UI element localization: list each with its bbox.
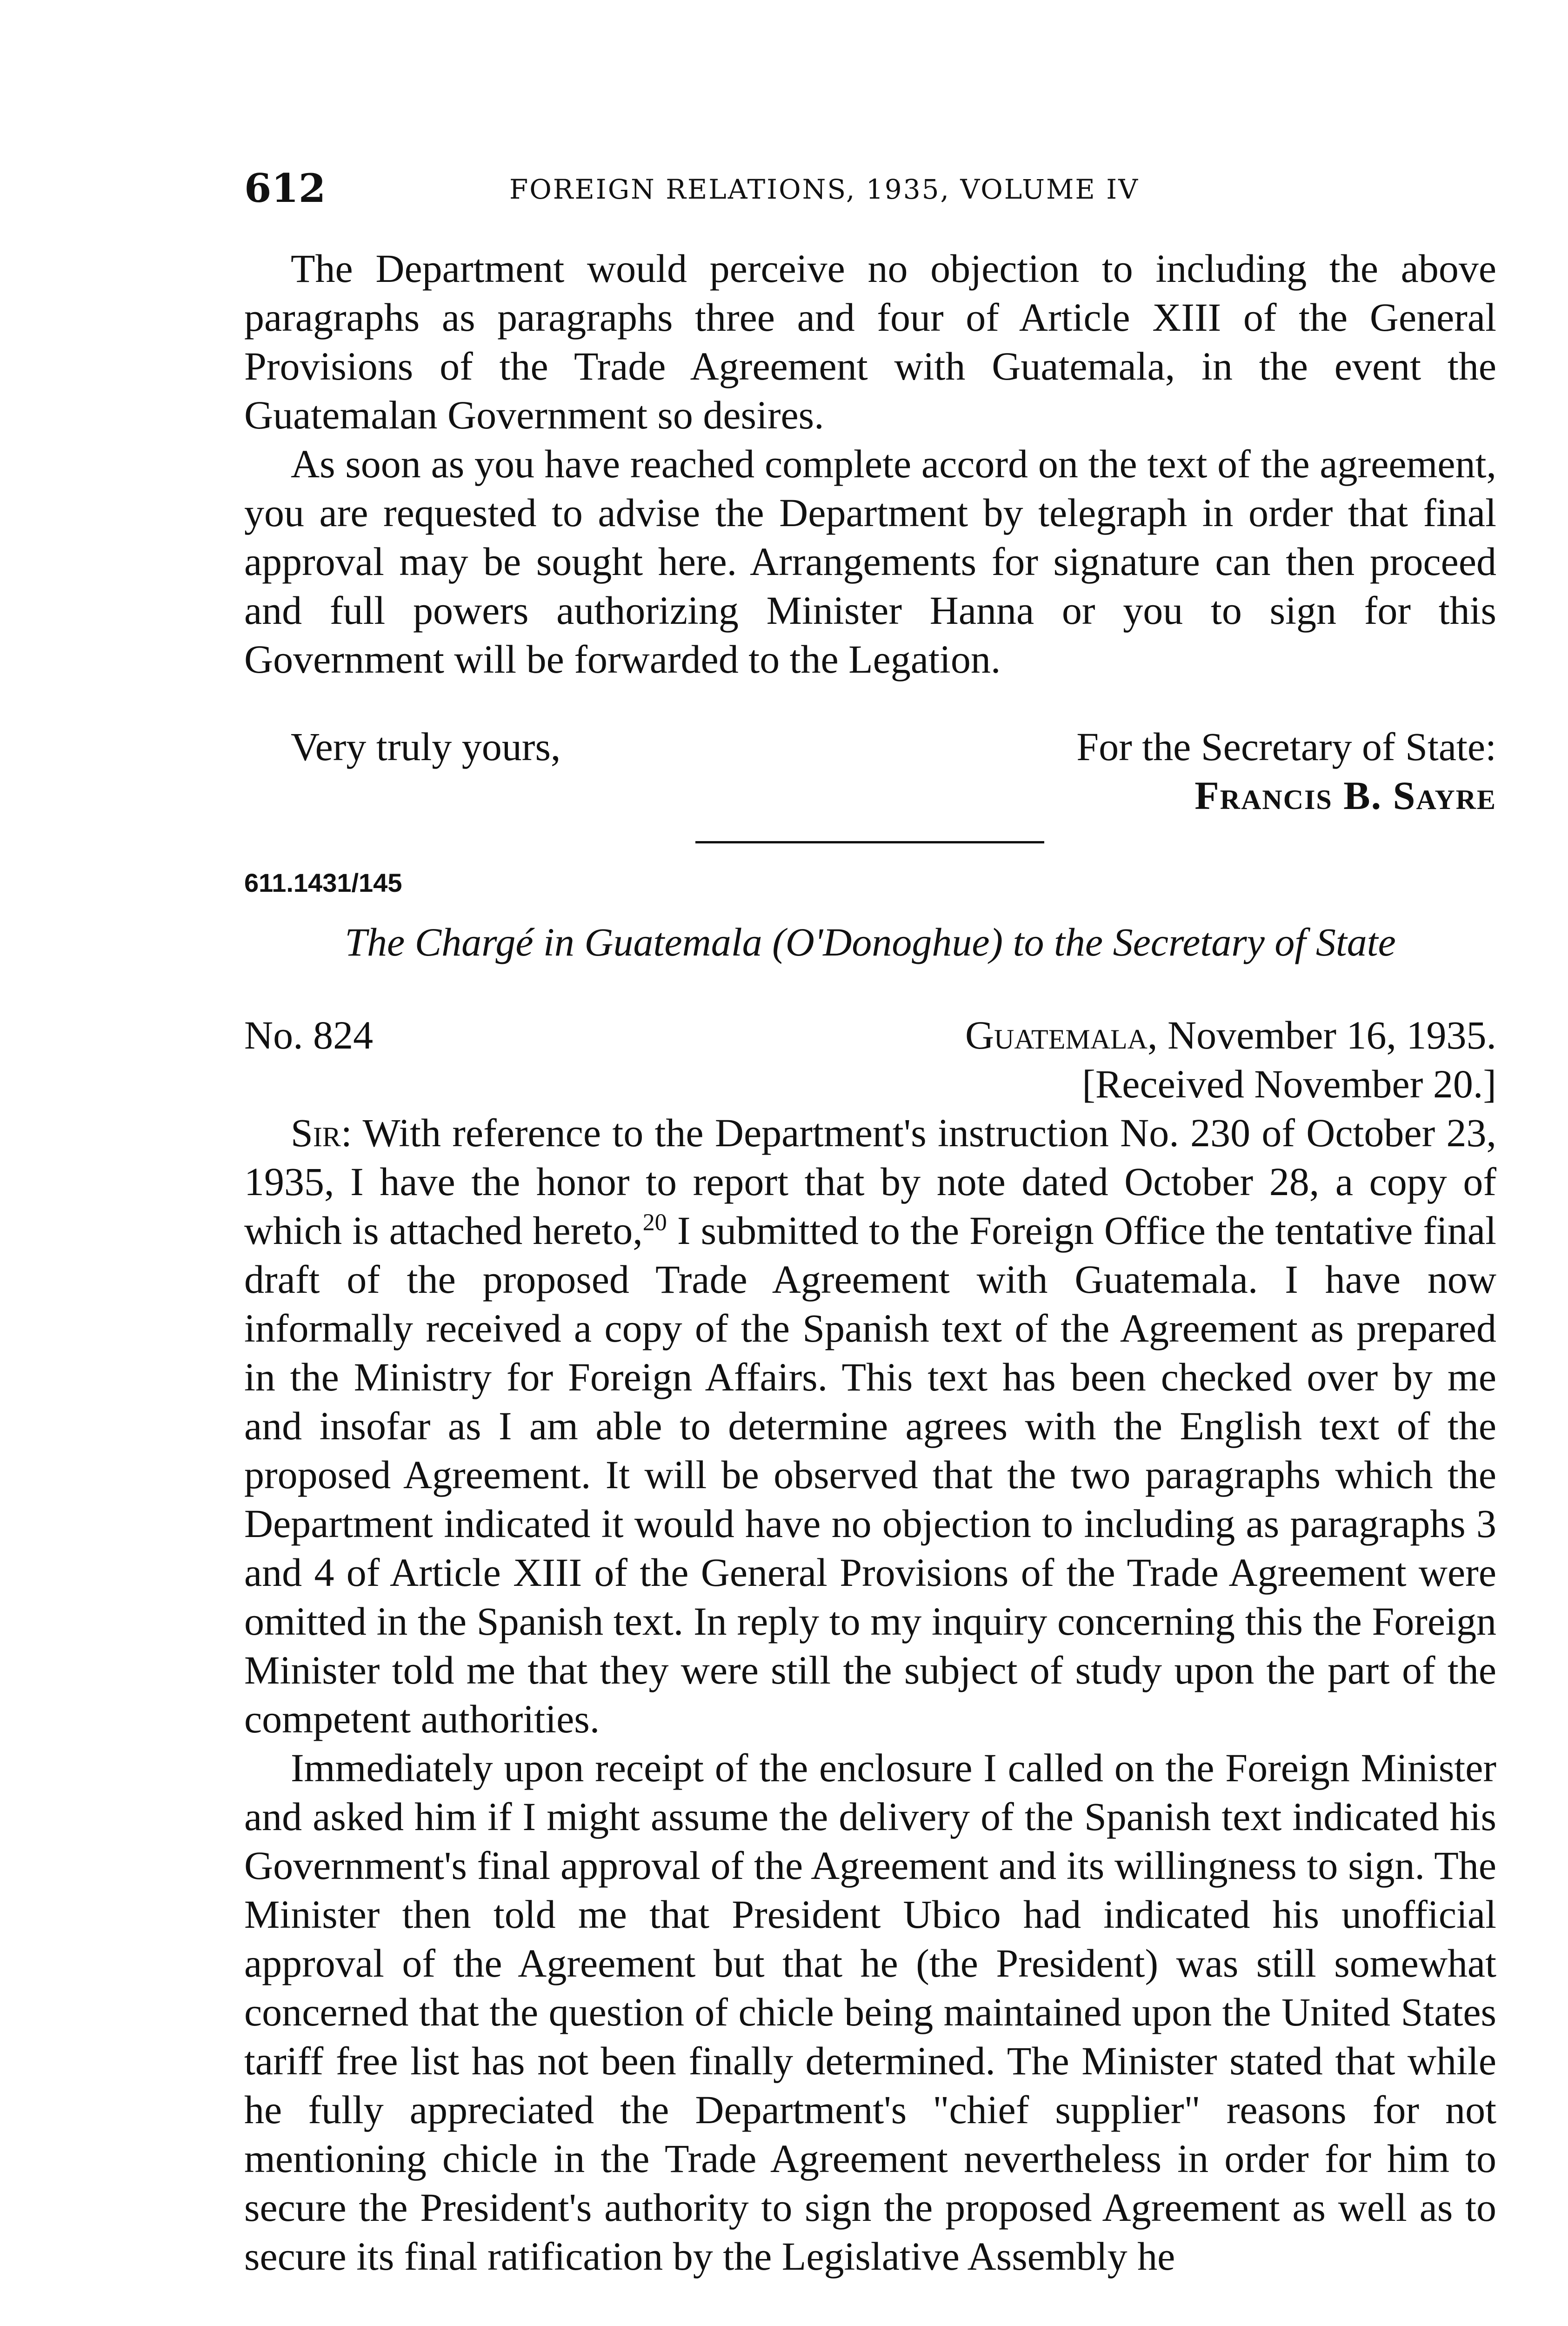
section-divider (695, 841, 1044, 843)
file-number: 611.1431/145 (244, 868, 402, 897)
closing-salutation: Very truly yours, (291, 724, 561, 769)
paragraph: Immediately upon receipt of the enclosure I called on the Foreign Minister and asked him if I might assume the delivery of the Spanish text indicated his Government's final approval of the Agreement and its willingness to sign. The Minister then told me that President Ubico had indicated his unofficial approval of the Agreement but that he (the President) was still somewhat concerned that the question of chicle being maintained upon the United States tariff free list has not been finally determined. The Minister stated that while he fully appreciated the Department's "chief supplier" reasons for not mentioning chicle in the Trade Agreement nevertheless in order for him to secure the President's authority to sign the proposed Agreement as well as to secure its final ratification by the Legislative Assembly he (244, 1745, 1496, 2279)
dispatch-number: No. 824 (244, 1013, 374, 1057)
running-head: FOREIGN RELATIONS, 1935, VOLUME IV (509, 174, 1139, 205)
dispatch-date: , November 16, 1935. (1148, 1013, 1496, 1057)
paragraph: The Department would perceive no objection to including the above paragraphs as paragraphs three and four of Article XIII of the General Provisions of the Trade Agreement with Guatemala, in the event the Guatemalan Government so desires. (244, 246, 1496, 437)
paragraph-text: I submitted to the Foreign Office the tentative final draft of the proposed Trade Agreement with Guatemala. I have now informally received a copy of the Spanish text of the Agreement as prepared in the Ministry for Foreign Affairs. This text has been checked over by me and insofar as I am able to determine agrees with the English text of the proposed Agreement. It will be observed that the two paragraphs which the Department indicated it would have no objection to including as paragraphs 3 and 4 of Article XIII of the General Provisions of the Trade Agreement were omitted in the Spanish text. In reply to my inquiry concerning this the Foreign Minister told me that they were still the subject of study upon the part of the competent authorities. (244, 1208, 1496, 1741)
closing-for-line: For the Secretary of State: (1076, 724, 1496, 769)
top-text-block (244, 244, 1496, 684)
page-number: 612 (244, 165, 326, 211)
letter-salutation: Sir (291, 1110, 341, 1155)
paragraph-text: : With reference to the Department's instruction No. 230 of October 23, 1935, I have the honor to report that by note dated October 28, a copy of which is attached hereto, (244, 1110, 1496, 1253)
dispatch-place-date (965, 1012, 1496, 1058)
page-header (244, 165, 1500, 221)
document-title: The Chargé in Guatemala (O'Donoghue) to the Secretary of State (345, 920, 1396, 964)
paragraph: As soon as you have reached complete accord on the text of the agreement, you are requested to advise the Department by telegraph in order that final approval may be sought here. Arrangements for signature can then proceed and full powers authorizing Minister Hanna or you to sign for this Government will be forwarded to the Legation. (244, 441, 1496, 682)
signature: Francis B. Sayre (1194, 773, 1496, 818)
footnote-reference: 20 (642, 1209, 667, 1236)
letter-body (244, 1109, 1496, 2281)
dispatch-header (244, 1012, 1496, 1114)
received-date: [Received November 20.] (1082, 1062, 1496, 1106)
letter-closing (244, 723, 1496, 826)
dispatch-place: Guatemala (965, 1013, 1148, 1057)
paragraph (244, 1109, 1496, 1744)
